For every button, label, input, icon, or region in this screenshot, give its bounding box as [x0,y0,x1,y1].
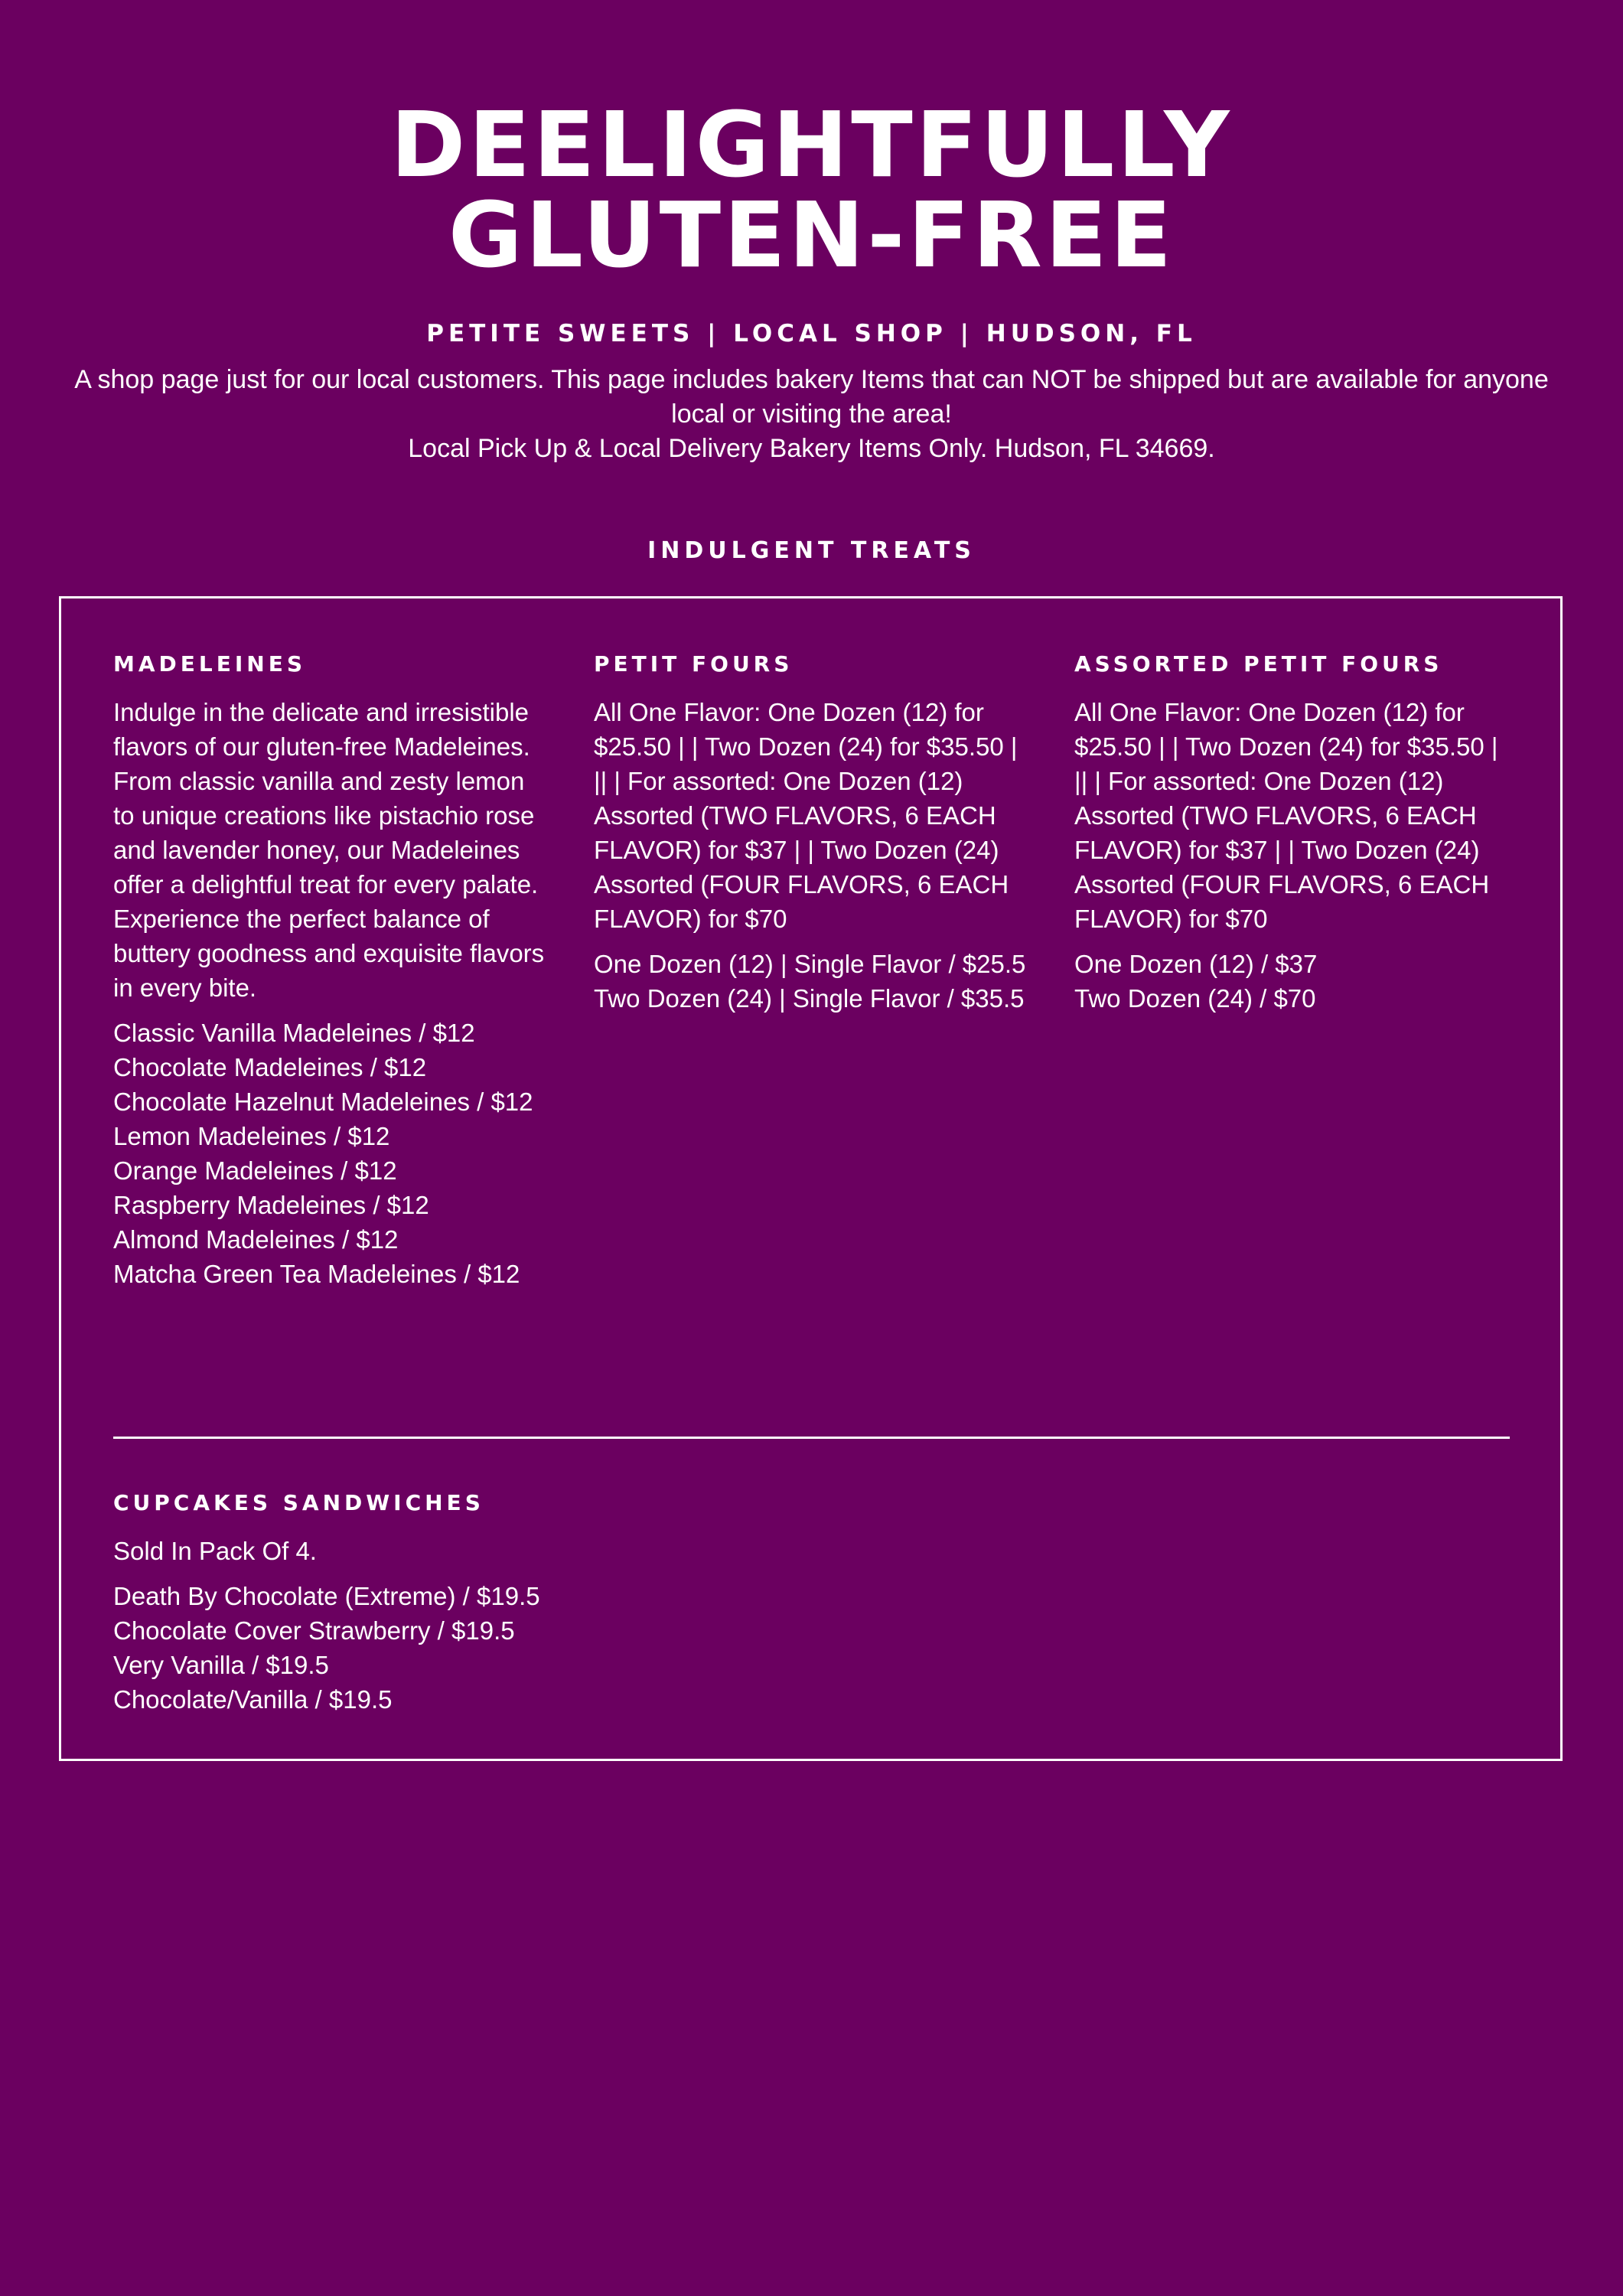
list-item: Chocolate Cover Strawberry / $19.5 [113,1616,515,1645]
item-list [113,1579,1031,1717]
column-description: All One Flavor: One Dozen (12) for $25.50 | | Two Dozen (24) for $35.50 | || | For assorted: One Dozen (12) Assorted (TWO FLAVORS, 6 EACH FLAVOR) for $37 | | Two Dozen (24) Assorted (FOUR FLAVORS, 6 EACH FLAVOR) for $70 [594,698,1018,933]
menu-column-petit-fours [594,649,1030,1016]
menu-column-madeleines [113,649,549,1291]
list-item: Two Dozen (24) | Single Flavor / $35.5 [594,984,1025,1013]
menu-box [59,596,1563,1761]
intro-block [46,363,1577,466]
list-item: Very Vanilla / $19.5 [113,1651,329,1679]
list-item: One Dozen (12) / $37 [1074,950,1318,978]
cupcakes-heading: CUPCAKES SANDWICHES [113,1490,484,1515]
section-title: INDULGENT TREATS [647,537,976,564]
page-subtitle: PETITE SWEETS | LOCAL SHOP | HUDSON, FL [426,320,1197,347]
list-item: Lemon Madeleines / $12 [113,1122,390,1150]
menu-column-assorted-petit-fours [1074,649,1511,1016]
item-list [594,947,1030,1016]
page-title [0,92,1623,288]
list-item: Two Dozen (24) / $70 [1074,984,1316,1013]
list-item: Death By Chocolate (Extreme) / $19.5 [113,1582,540,1610]
item-list [1074,947,1511,1016]
list-item: Orange Madeleines / $12 [113,1156,397,1185]
section-divider [113,1437,1510,1439]
cupcakes-note: Sold In Pack Of 4. [113,1537,317,1565]
list-item: Matcha Green Tea Madeleines / $12 [113,1260,520,1288]
title-line-1: DEELIGHTFULLY [390,92,1233,197]
title-line-2: GLUTEN-FREE [448,182,1175,288]
list-item: Chocolate/Vanilla / $19.5 [113,1685,393,1714]
intro-text: A shop page just for our local customers. This page includes bakery Items that can NOT be shipped but are available for anyone local or visiting the area! [74,365,1549,429]
column-heading: MADELEINES [113,651,307,677]
column-description: All One Flavor: One Dozen (12) for $25.50 | | Two Dozen (24) for $35.50 | || | For assorted: One Dozen (12) Assorted (TWO FLAVORS, 6 EACH FLAVOR) for $37 | | Two Dozen (24) Assorted (FOUR FLAVORS, 6 EACH FLAVOR) for $70 [1074,698,1498,933]
item-list [113,1016,549,1291]
list-item: Almond Madeleines / $12 [113,1225,399,1254]
list-item: Chocolate Hazelnut Madeleines / $12 [113,1088,533,1116]
menu-section-cupcakes [113,1488,1031,1717]
column-heading: ASSORTED PETIT FOURS [1074,651,1443,677]
column-heading: PETIT FOURS [594,651,794,677]
list-item: Raspberry Madeleines / $12 [113,1191,429,1219]
list-item: Chocolate Madeleines / $12 [113,1053,427,1081]
column-description: Indulge in the delicate and irresistible flavors of our gluten-free Madeleines. From classic vanilla and zesty lemon to unique creations like pistachio rose and lavender honey, our Madeleines offer a delightful treat for every palate. Experience the perfect balance of buttery goodness and exquisite flavors in every bite. [113,698,545,1002]
list-item: One Dozen (12) | Single Flavor / $25.5 [594,950,1026,978]
intro-note: Local Pick Up & Local Delivery Bakery Items Only. Hudson, FL 34669. [408,434,1215,463]
list-item: Classic Vanilla Madeleines / $12 [113,1019,475,1047]
